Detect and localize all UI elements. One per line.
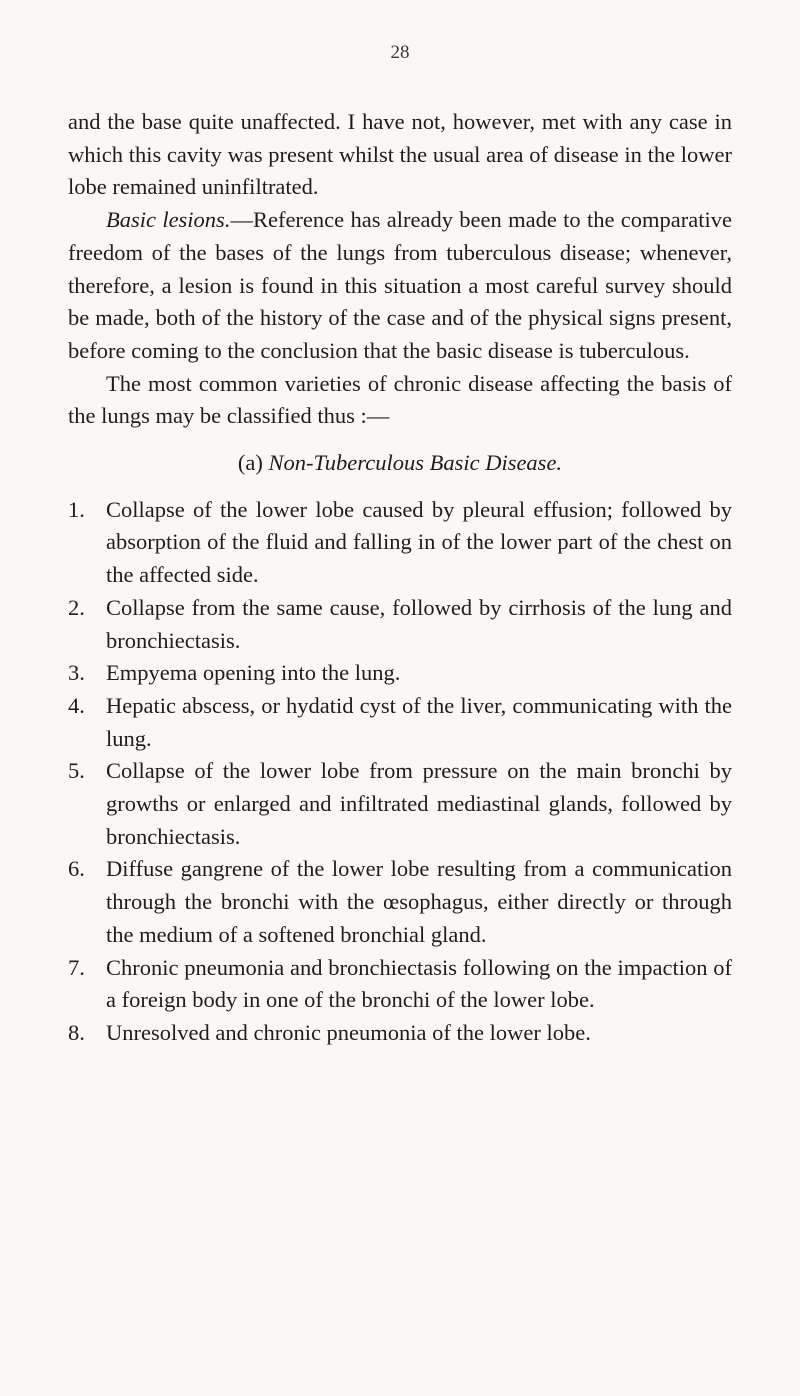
basic-lesions-text: —Reference has already been made to the comparative freedom of the bases of the lungs from tuberculous disease; whenever, therefore, a lesion is found in this situation a most careful survey should be made, both of the history of the case and of the physical signs present, before coming to the conclusion that the basic disease is tuberculous. [68,207,732,363]
opening-paragraph: and the base quite unaffected. I have not, however, met with any case in which this cavity was present whilst the usual area of disease in the lower lobe remained uninfiltrated. [68,109,732,200]
list-item-text: Empyema opening into the lung. [106,660,401,686]
list-item-text: Unresolved and chronic pneumonia of the lower lobe. [106,1019,591,1045]
body-text [68,106,732,1050]
list-item-text: Chronic pneumonia and bronchiectasis following on the impaction of a foreign body in one of the bronchi of the lower lobe. [106,954,732,1013]
list-item [68,755,732,853]
page-number: 28 [390,42,410,63]
list-item [68,1017,732,1050]
basic-lesions-lead-in: Basic lesions. [106,207,231,233]
varieties-paragraph: The most common varieties of chronic disease affecting the basis of the lungs may be classified thus :— [68,370,732,429]
list-item-number: 7. [68,954,85,980]
list-item-number: 3. [68,660,85,686]
list-item-text: Diffuse gangrene of the lower lobe resulting from a communication through the bronchi with the œsophagus, either directly or through the medium of a softened bronchial gland. [106,856,732,947]
list-item-number: 2. [68,594,85,620]
section-heading-label: (a) [237,450,263,476]
list-item [68,853,732,951]
list-item-number: 8. [68,1019,85,1045]
list-item-number: 5. [68,758,85,784]
section-heading-title: Non-Tuberculous Basic Disease. [268,450,563,476]
section-heading [68,447,732,480]
list-item [68,592,732,657]
list-item-text: Collapse of the lower lobe caused by pleural effusion; followed by absorption of the fluid and falling in of the lower part of the chest on the affected side. [106,496,732,588]
list-item [68,690,732,755]
list-item-number: 6. [68,856,85,882]
basic-lesions-paragraph [68,204,732,368]
list-item [68,657,732,690]
list-item [68,952,732,1017]
list-item-text: Collapse from the same cause, followed by cirrhosis of the lung and bronchiectasis. [106,594,732,653]
list-item-number: 1. [68,496,85,522]
classification-list [68,494,732,1050]
list-item-text: Hepatic abscess, or hydatid cyst of the liver, communicating with the lung. [106,692,732,751]
list-item [68,494,732,592]
list-item-number: 4. [68,692,85,718]
list-item-text: Collapse of the lower lobe from pressure on the main bronchi by growths or enlarged and infiltrated mediastinal glands, followed by bronchiectasis. [106,758,732,849]
